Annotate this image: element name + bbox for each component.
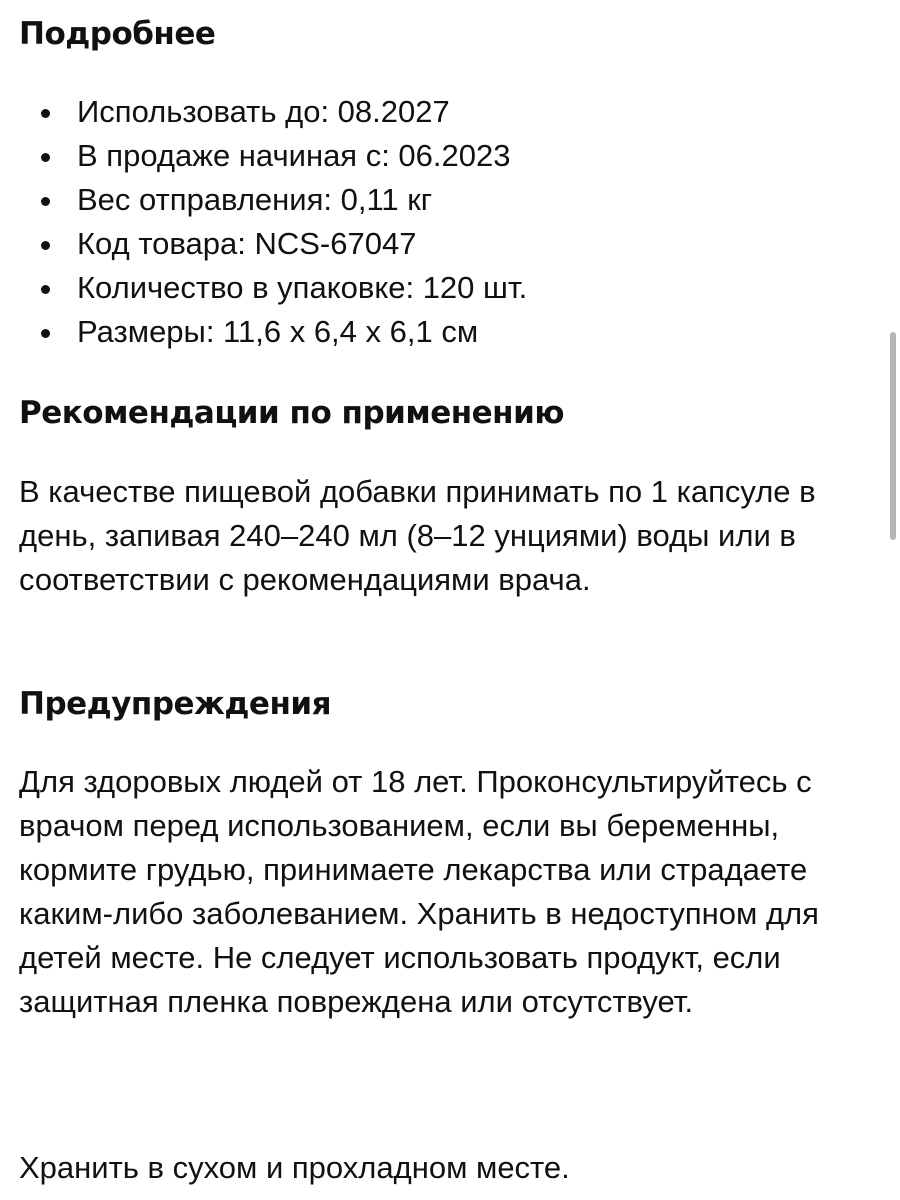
list-item	[19, 222, 527, 266]
details-list	[19, 90, 527, 354]
spec-dimensions: Размеры: 11,6 x 6,4 x 6,1 см	[77, 314, 479, 349]
list-item	[19, 134, 527, 178]
list-item	[19, 266, 527, 310]
bullet-icon	[41, 109, 50, 118]
usage-heading: Рекомендации по применению	[19, 395, 564, 431]
bullet-icon	[41, 285, 50, 294]
usage-text: В качестве пищевой добавки принимать по 1 капсуле в день, запивая 240–240 мл (8–12 унциями) воды или в соответствии с рекомендациями врача.	[19, 474, 816, 597]
list-item	[19, 90, 527, 134]
bullet-icon	[41, 329, 50, 338]
warnings-text: Для здоровых людей от 18 лет. Проконсультируйтесь с врачом перед использованием, если вы беременны, кормите грудью, принимаете лекарства или страдаете каким-либо заболеванием. Хранить в недоступном для детей месте. Не следует использовать продукт, если защитная пленка повреждена или отсутствует.	[19, 764, 819, 1019]
bullet-icon	[41, 241, 50, 250]
spec-product-code: Код товара: NCS-67047	[77, 226, 417, 261]
scrollbar-thumb[interactable]	[890, 332, 896, 540]
list-item	[19, 310, 527, 354]
spec-package-quantity: Количество в упаковке: 120 шт.	[77, 270, 528, 305]
list-item	[19, 178, 527, 222]
spec-shipping-weight: Вес отправления: 0,11 кг	[77, 182, 433, 217]
storage-text: Хранить в сухом и прохладном месте.	[19, 1150, 570, 1185]
details-heading: Подробнее	[19, 16, 216, 52]
bullet-icon	[41, 153, 50, 162]
bullet-icon	[41, 197, 50, 206]
spec-best-before: Использовать до: 08.2027	[77, 94, 450, 129]
spec-on-sale-since: В продаже начиная с: 06.2023	[77, 138, 511, 173]
warnings-heading: Предупреждения	[19, 686, 331, 722]
